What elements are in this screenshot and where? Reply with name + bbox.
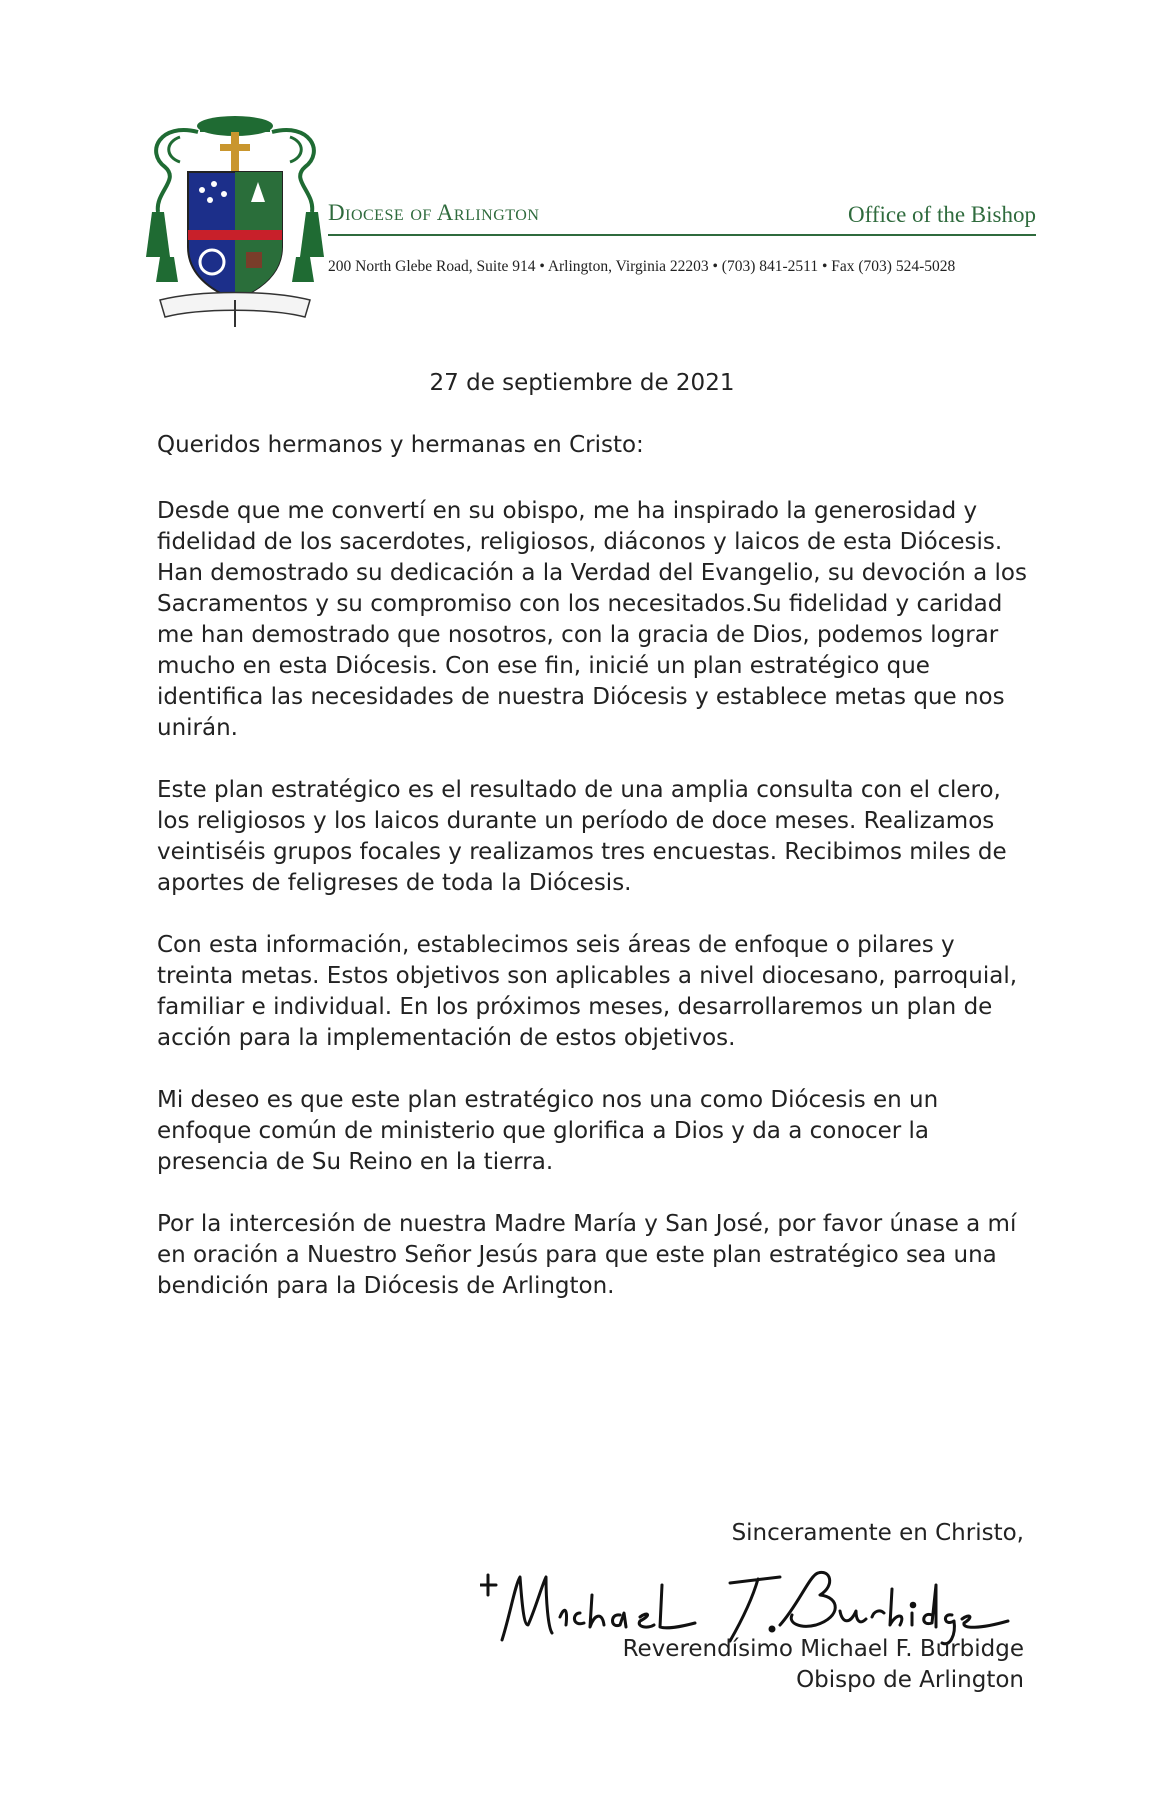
body-paragraph: Desde que me convertí en su obispo, me ha inspirado la generosidad y fidelidad de los sacerdotes, religiosos, diáconos y laicos de esta Diócesis. Han demostrado su dedicación a la Verdad del Evangelio, su devoción a los Sacramentos y su compromiso con los necesitados.Su fidelidad y caridad me han demostrado que nosotros, con la gracia de Dios, podemos lograr mucho en esta Diócesis. Con ese fin, inicié un plan estratégico que identifica las necesidades de nuestra Diócesis y establece metas que nos unirán. xyxy=(157,498,1027,741)
coat-of-arms-icon xyxy=(140,112,330,327)
body-paragraph: Mi deseo es que este plan estratégico nos una como Diócesis en un enfoque común de ministerio que glorifica a Dios y da a conocer la presencia de Su Reino en la tierra. xyxy=(157,1087,939,1175)
signer-name: Reverendísimo Michael F. Burbidge xyxy=(622,1636,1024,1662)
letterhead-divider xyxy=(328,234,1036,236)
letter-date: 27 de septiembre de 2021 xyxy=(429,370,735,396)
signer-title: Obispo de Arlington xyxy=(796,1667,1024,1693)
body-paragraph: Por la intercesión de nuestra Madre María y San José, por favor únase a mí en oración a Nuestro Señor Jesús para que este plan estratégico sea una bendición para la Diócesis de Arlington. xyxy=(157,1211,1017,1299)
organization-name: Diocese of Arlington xyxy=(328,200,540,225)
letter-body xyxy=(157,496,1027,1333)
office-name: Office of the Bishop xyxy=(847,202,1036,227)
body-paragraph: Con esta información, establecimos seis áreas de enfoque o pilares y treinta metas. Estos objetivos son aplicables a nivel diocesano, parroquial, familiar e individual. En los próximos meses, desarrollaremos un plan de acción para la implementación de estos objetivos. xyxy=(157,932,1018,1051)
letter-greeting: Queridos hermanos y hermanas en Cristo: xyxy=(157,432,644,458)
letterhead xyxy=(0,0,1164,340)
body-paragraph: Este plan estratégico es el resultado de una amplia consulta con el clero, los religiosos y los laicos durante un período de doce meses. Realizamos veintiséis grupos focales y realizamos tres encuestas. Recibimos miles de aportes de feligreses de toda la Diócesis. xyxy=(157,777,1007,896)
office-address: 200 North Glebe Road, Suite 914 • Arlington, Virginia 22203 • (703) 841-2511 • Fax (703) 524-5028 xyxy=(328,258,956,275)
signer-block xyxy=(623,1634,1024,1696)
letter-closing: Sinceramente en Christo, xyxy=(731,1520,1024,1546)
